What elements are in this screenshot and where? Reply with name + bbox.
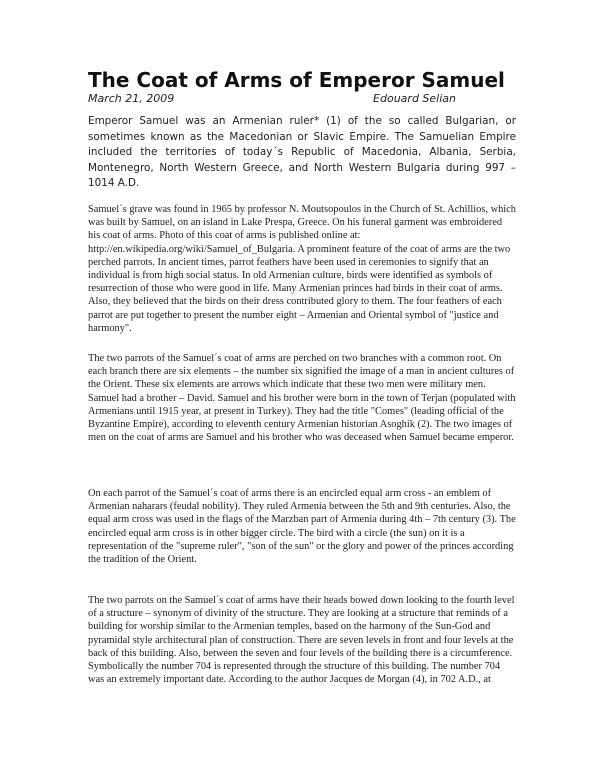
document-title: The Coat of Arms of Emperor Samuel (88, 68, 505, 92)
body-paragraph: Samuel´s grave was found in 1965 by professor N. Moutsopoulos in the Church of St. Achillios, which was built by Samuel, on an island in Lake Prespa, Greece. On his funeral garment was embroidered his coat of arms. Photo of this coat of arms is published online at: http://en.wikipedia.org/wiki/Samuel_of_Bulgaria. A prominent feature of the coat of arms are the two perched parrots. In ancient times, parrot feathers have been used in ceremonies to signify that an individual is from high social status. In old Armenian culture, birds were identified as symbols of resurrection of those who were good in life. Many Armenian princes had birds in their coat of arms. Also, they believed that the birds on their dress contributed glory to them. The four feathers of each parrot are put together to present the number eight – Armenian and Oriental symbol of "justice and harmony". (88, 204, 516, 334)
author-name: Edouard Selian (373, 92, 456, 105)
publication-date: March 21, 2009 (88, 92, 175, 105)
body-paragraph: The two parrots on the Samuel´s coat of arms have their heads bowed down looking to the fourth level of a structure – synonym of divinity of the structure. They are looking at a structure that reminds of a building for worship similar to the Armenian temples, based on the harmony of the Sun-God and pyramidal style architectural plan of construction. There are seven levels in front and four levels at the back of this building. Also, between the seven and four levels of the building there is a circumference. Symbolically the number 704 is represented through the structure of this building. The number 704 was an extremely important date. According to the author Jacques de Morgan (4), in 702 A.D., at (88, 595, 515, 686)
body-paragraph: On each parrot of the Samuel´s coat of arms there is an encircled equal arm cross - an emblem of Armenian naharars (feudal nobility). They ruled Armenia between the 5th and 9th centuries. Also, the equal arm cross was used in the flags of the Marzban part of Armenia during 4th – 7th century (3). The encircled equal arm cross is in other bigger circle. The bird with a circle (the sun) on it is a representation of the "supreme ruler", "son of the sun" or the glory and power of the princes according the tradition of the Orient. (88, 488, 516, 566)
intro-paragraph: Emperor Samuel was an Armenian ruler* (1) of the so called Bulgarian, or sometimes known as the Macedonian or Slavic Empire. The Samuelian Empire included the territories of today´s Republic of Macedonia, Albania, Serbia, Montenegro, North Western Greece, and North Western Bulgaria during 997 – 1014 A.D. (88, 115, 516, 189)
body-paragraph: The two parrots of the Samuel´s coat of arms are perched on two branches with a common root. On each branch there are six elements – the number six signified the image of a man in ancient cultures of the Orient. These six elements are arrows which indicate that these two men were military men. Samuel had a brother – David. Samuel and his brother were born in the town of Terjan (populated with Armenians until 1915 year, at present in Turkey). They had the title "Comes" (leading official of the Byzantine Empire), according to eleventh century Armenian historian Asoghik (2). The two images of men on the coat of arms are Samuel and his brother who was deceased when Samuel became emperor. (88, 353, 516, 444)
